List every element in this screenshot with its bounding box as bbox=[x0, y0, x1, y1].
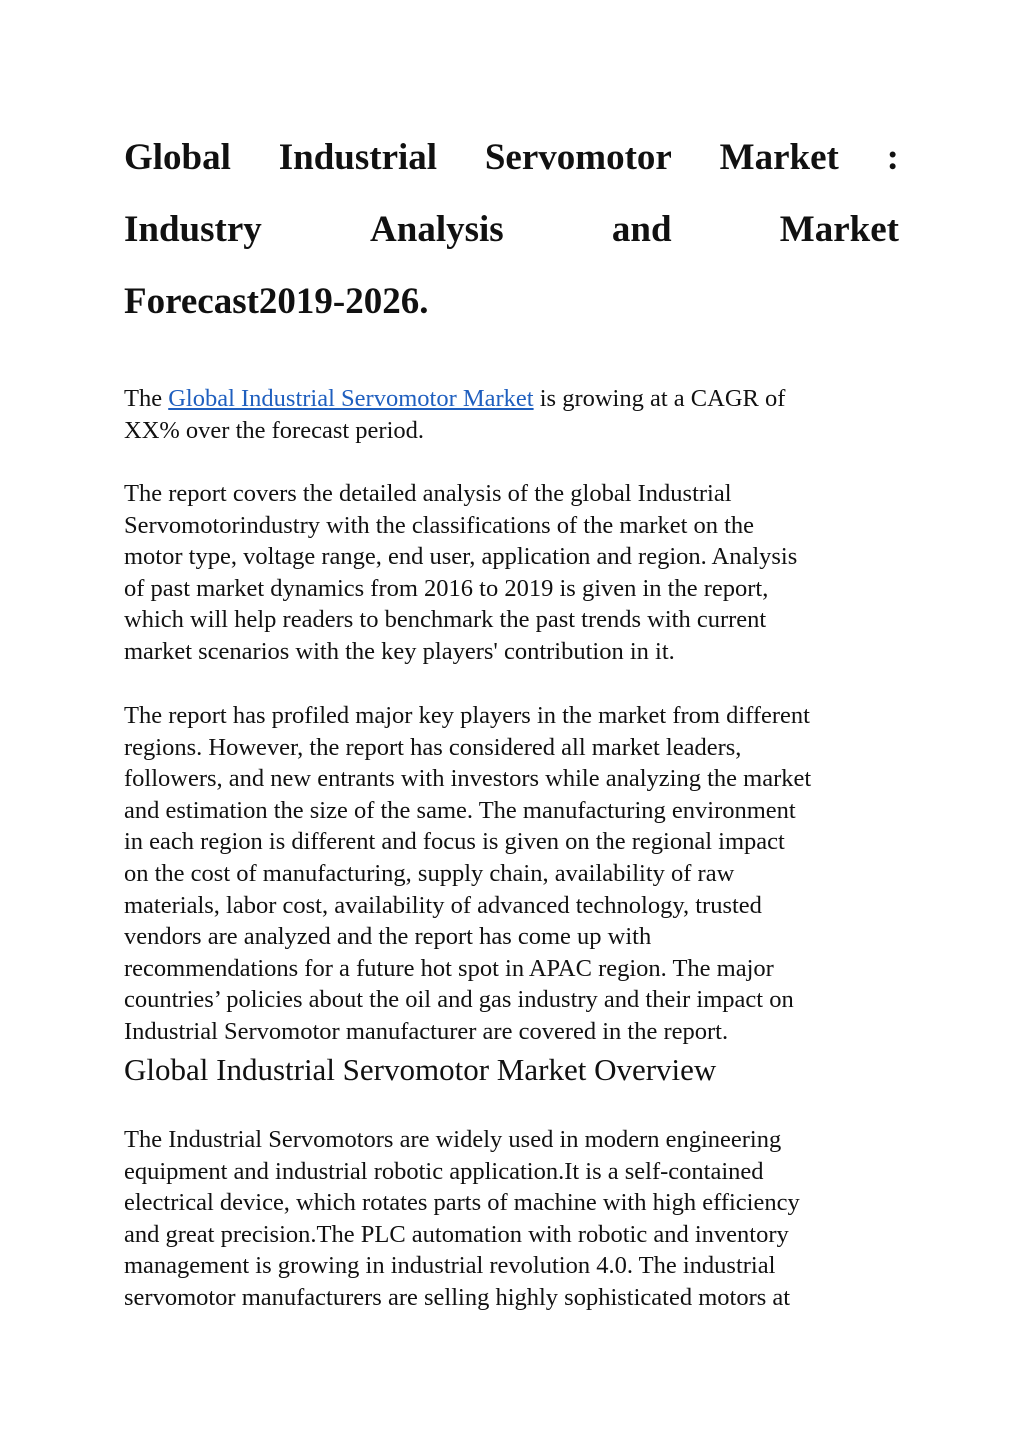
paragraph-line: of past market dynamics from 2016 to 2019 is given in the report, bbox=[124, 574, 769, 602]
intro-line-1 bbox=[124, 383, 899, 415]
paragraph-line: countries’ policies about the oil and gas industry and their impact on bbox=[124, 986, 794, 1014]
paragraph-line: recommendations for a future hot spot in APAC region. The major bbox=[124, 954, 774, 982]
document-title bbox=[124, 122, 899, 338]
title-word: and bbox=[611, 209, 672, 250]
overview-heading: Global Industrial Servomotor Market Overview bbox=[124, 1052, 717, 1087]
key-players-paragraph bbox=[124, 700, 899, 1048]
intro-text-after-link: is growing at a CAGR of bbox=[533, 385, 786, 412]
title-line-2 bbox=[124, 194, 899, 266]
paragraph-line: Servomotorindustry with the classifications of the market on the bbox=[124, 511, 755, 539]
title-word: Servomotor bbox=[484, 137, 672, 178]
title-word: Global bbox=[124, 137, 231, 178]
paragraph-line: followers, and new entrants with investors while analyzing the market bbox=[124, 765, 812, 793]
title-word: Market bbox=[779, 209, 899, 250]
market-report-link[interactable]: Global Industrial Servomotor Market bbox=[168, 385, 534, 412]
paragraph-line: materials, labor cost, availability of advanced technology, trusted bbox=[124, 891, 762, 919]
intro-paragraph bbox=[124, 383, 899, 446]
title-word: Market bbox=[719, 137, 839, 178]
paragraph-line: The Industrial Servomotors are widely used in modern engineering bbox=[124, 1126, 782, 1153]
paragraph-line: servomotor manufacturers are selling highly sophisticated motors at bbox=[124, 1283, 791, 1311]
paragraph-line: Industrial Servomotor manufacturer are covered in the report. bbox=[124, 1017, 729, 1045]
paragraph-line: The report covers the detailed analysis of the global Industrial bbox=[124, 480, 732, 507]
paragraph-line: motor type, voltage range, end user, application and region. Analysis bbox=[124, 543, 798, 571]
paragraph-line: management is growing in industrial revolution 4.0. The industrial bbox=[124, 1252, 776, 1280]
intro-text-before-link: The bbox=[124, 385, 169, 412]
paragraph-line: regions. However, the report has considered all market leaders, bbox=[124, 733, 742, 761]
paragraph-line: equipment and industrial robotic application.It is a self-contained bbox=[124, 1157, 764, 1185]
title-line-1 bbox=[124, 122, 899, 194]
paragraph-line: The report has profiled major key players in the market from different bbox=[124, 702, 810, 729]
overview-paragraph bbox=[124, 1124, 899, 1314]
paragraph-line: electrical device, which rotates parts of machine with high efficiency bbox=[124, 1189, 800, 1217]
paragraph-line: vendors are analyzed and the report has come up with bbox=[124, 923, 652, 951]
paragraph-line: market scenarios with the key players' contribution in it. bbox=[124, 637, 675, 665]
paragraph-line: and great precision.The PLC automation with robotic and inventory bbox=[124, 1220, 789, 1248]
title-word: Industrial bbox=[278, 137, 438, 178]
title-word: : bbox=[886, 137, 899, 178]
title-word: Analysis bbox=[370, 209, 504, 250]
paragraph-line: which will help readers to benchmark the past trends with current bbox=[124, 606, 767, 634]
paragraph-line: and estimation the size of the same. The manufacturing environment bbox=[124, 796, 796, 824]
report-coverage-paragraph bbox=[124, 478, 899, 668]
title-line-3 bbox=[124, 266, 899, 338]
paragraph-line: in each region is different and focus is given on the regional impact bbox=[124, 828, 785, 856]
paragraph-line: on the cost of manufacturing, supply chain, availability of raw bbox=[124, 859, 735, 887]
title-word: Forecast2019-2026. bbox=[124, 281, 429, 322]
title-word: Industry bbox=[124, 209, 262, 250]
intro-line-2: XX% over the forecast period. bbox=[124, 416, 425, 444]
